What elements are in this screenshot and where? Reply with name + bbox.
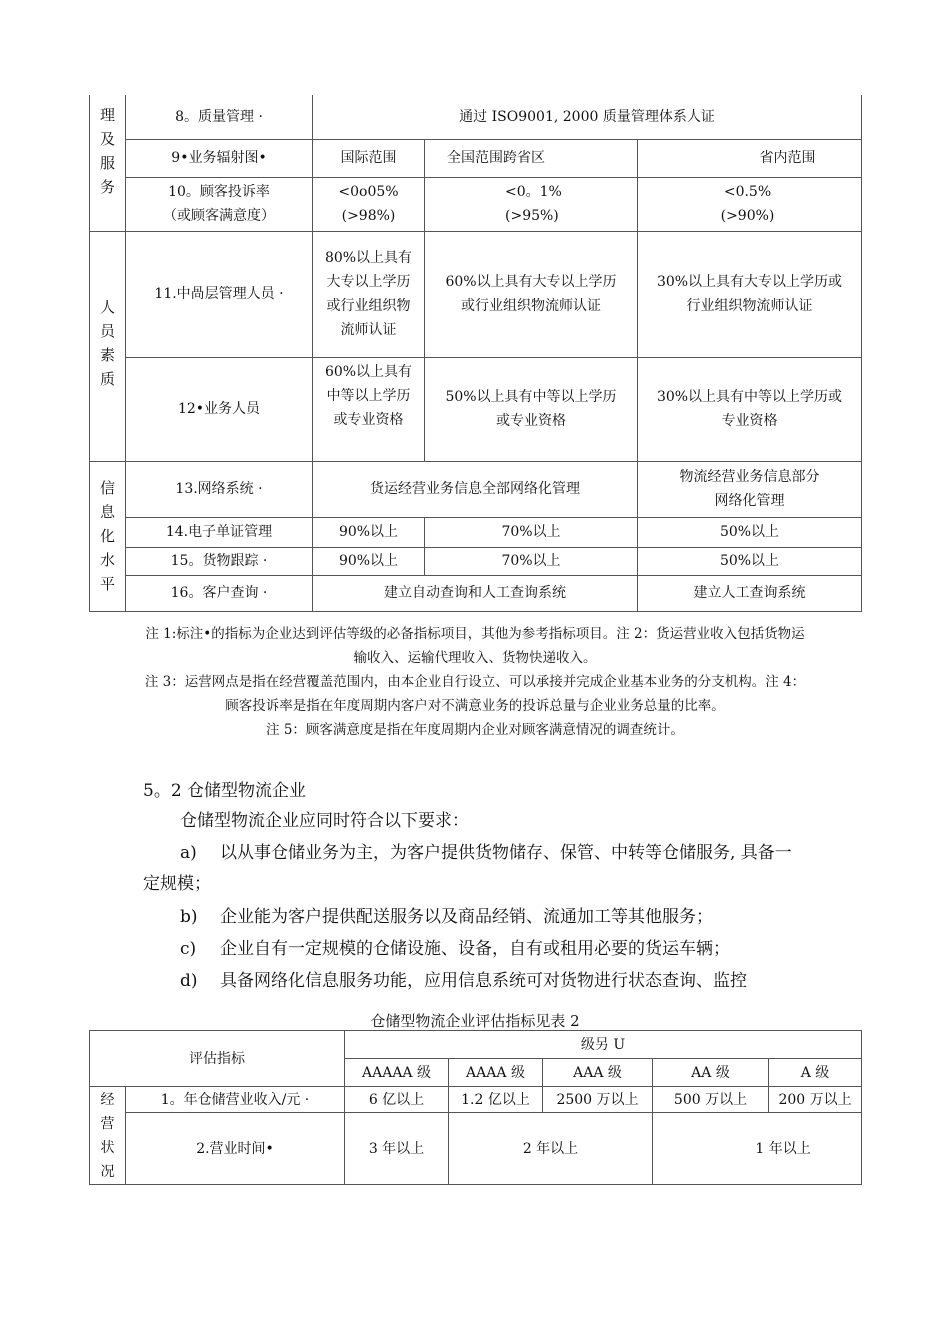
value-line: <0o05%: [338, 184, 399, 200]
warehouse-evaluation-table: [89, 1030, 862, 1185]
indicator-name: 14.电子单证管理: [126, 517, 313, 547]
category-cell-operation-status: 经 营 状 况: [90, 1087, 126, 1185]
indicator-name: 2.营业时间•: [126, 1113, 345, 1185]
category-cell-personnel-quality: 人 员 素 质: [90, 231, 126, 461]
table-notes: [86, 622, 864, 742]
indicator-value: 80%以上具有 大专以上学历 或行业组织物 流师认证: [313, 231, 425, 357]
header-level: AA 级: [653, 1059, 769, 1087]
table-row: [90, 517, 862, 547]
value-line: <0。1%: [505, 184, 562, 200]
list-item-text: 具备网络化信息服务功能，应用信息系统可对货物进行状态查询、监控: [220, 971, 747, 991]
logistics-evaluation-table-continued: [89, 95, 862, 612]
indicator-value: 200 万以上: [769, 1087, 862, 1113]
table-row: [90, 177, 862, 231]
category-cell-informatization-level: 信 息 化 水 平: [90, 461, 126, 611]
note-line: 顾客投诉率是指在年度周期内客户对不满意业务的投诉总量与企业业务总量的比率。: [225, 698, 725, 714]
indicator-value: 物流经营业务信息部分 网络化管理: [638, 461, 862, 517]
indicator-value: 30%以上具有中等以上学历或 专业资格: [638, 357, 862, 461]
header-level: A 级: [769, 1059, 862, 1087]
table-row: [90, 139, 862, 177]
value-line: (>98%): [341, 208, 396, 224]
indicator-name: 9•业务辐射图•: [126, 139, 313, 177]
indicator-value: 60%以上具有大专以上学历 或行业组织物流师认证: [425, 231, 638, 357]
table-row: [90, 95, 862, 139]
value-line: (>90%): [720, 208, 775, 224]
section-heading: 5。2 仓储型物流企业: [143, 781, 307, 801]
list-item-label: a): [180, 843, 197, 863]
header-indicator: 评估指标: [90, 1031, 345, 1087]
header-level-group: 级另 U: [345, 1031, 862, 1059]
indicator-name: 15。货物跟踪 ·: [126, 547, 313, 575]
indicator-value: 国际范围: [313, 139, 425, 177]
indicator-name: 13.网络系统 ·: [126, 461, 313, 517]
indicator-value: 500 万以上: [653, 1087, 769, 1113]
table-row: [90, 357, 862, 461]
header-level: AAA 级: [543, 1059, 653, 1087]
indicator-name-line: （或顾客满意度）: [163, 208, 275, 224]
category-cell-management-service: 理 及 服 务: [90, 95, 126, 231]
list-item-text: 企业自有一定规模的仓储设施、设备，自有或租用必要的货运车辆；: [220, 939, 730, 959]
indicator-value: 2500 万以上: [543, 1087, 653, 1113]
note-line: 注 1:标注•的指标为企业达到评估等级的必备指标项目，其他为参考指标项目。注 2：货运营业收入包括货物运: [145, 626, 805, 642]
table-row: [90, 547, 862, 575]
indicator-name: 16。客户查询 ·: [126, 575, 313, 611]
table-row: [90, 231, 862, 357]
indicator-value: 建立自动查询和人工查询系统: [313, 575, 638, 611]
table-header-row: [90, 1031, 862, 1059]
list-item-text: 以从事仓储业务为主，为客户提供货物储存、保管、中转等仓储服务, 具备一: [220, 843, 792, 863]
table-row: [90, 1087, 862, 1113]
indicator-value: 90%以上: [313, 517, 425, 547]
indicator-value: [313, 177, 425, 231]
indicator-value: 50%以上: [638, 547, 862, 575]
indicator-value: 6 亿以上: [345, 1087, 449, 1113]
indicator-value: 3 年以上: [345, 1113, 449, 1185]
list-item-label: b): [180, 907, 198, 927]
table-row: [90, 575, 862, 611]
indicator-value: 建立人工查询系统: [638, 575, 862, 611]
list-item-text: 企业能为客户提供配送服务以及商品经销、流通加工等其他服务；: [220, 907, 713, 927]
header-level: AAAAA 级: [345, 1059, 449, 1087]
table-row: [90, 1113, 862, 1185]
indicator-name: 11.中咼层管理人员 ·: [126, 231, 313, 357]
note-line: 输收入、运输代理收入、货物快递收入。: [353, 650, 597, 666]
indicator-value: [638, 177, 862, 231]
note-line: 注 3：运营网点是指在经营覆盖范围内，由本企业自行设立、可以承接并完成企业基本业务的分支机构。注 4：: [144, 674, 806, 690]
list-item-text-continued: 定规模；: [143, 874, 211, 894]
indicator-value: 货运经营业务信息全部网络化管理: [313, 461, 638, 517]
indicator-value: 70%以上: [425, 547, 638, 575]
indicator-name: 8。质量管理 ·: [126, 95, 313, 139]
indicator-value: 90%以上: [313, 547, 425, 575]
indicator-name: 1。年仓储营业收入/元 ·: [126, 1087, 345, 1113]
indicator-name: 12•业务人员: [126, 357, 313, 461]
indicator-name-line: 10。顾客投诉率: [168, 184, 270, 200]
indicator-value: 1.2 亿以上: [449, 1087, 543, 1113]
indicator-value: 1 年以上: [653, 1113, 862, 1185]
list-item-label: c): [180, 939, 197, 959]
indicator-value: 70%以上: [425, 517, 638, 547]
table-caption: 仓储型物流企业评估指标见表 2: [370, 1012, 580, 1030]
note-line: 注 5：顾客满意度是指在年度周期内企业对顾客满意情况的调查统计。: [266, 722, 684, 738]
indicator-name: [126, 177, 313, 231]
indicator-value: 60%以上具有 中等以上学历 或专业资格: [313, 357, 425, 461]
indicator-value: 全国范围跨省区: [425, 139, 638, 177]
value-line: <0.5%: [723, 184, 772, 200]
indicator-value: [425, 177, 638, 231]
header-level: AAAA 级: [449, 1059, 543, 1087]
indicator-value: 2 年以上: [449, 1113, 653, 1185]
section-intro: 仓储型物流企业应同时符合以下要求：: [180, 811, 469, 831]
value-line: (>95%): [505, 208, 559, 224]
indicator-value: 通过 ISO9001, 2000 质量管理体系人证: [313, 95, 862, 139]
indicator-value: 30%以上具有大专以上学历或 行业组织物流师认证: [638, 231, 862, 357]
list-item-label: d): [180, 971, 198, 991]
table-row: [90, 461, 862, 517]
indicator-value: 省内范围: [638, 139, 862, 177]
indicator-value: 50%以上具有中等以上学历 或专业资格: [425, 357, 638, 461]
indicator-value: 50%以上: [638, 517, 862, 547]
